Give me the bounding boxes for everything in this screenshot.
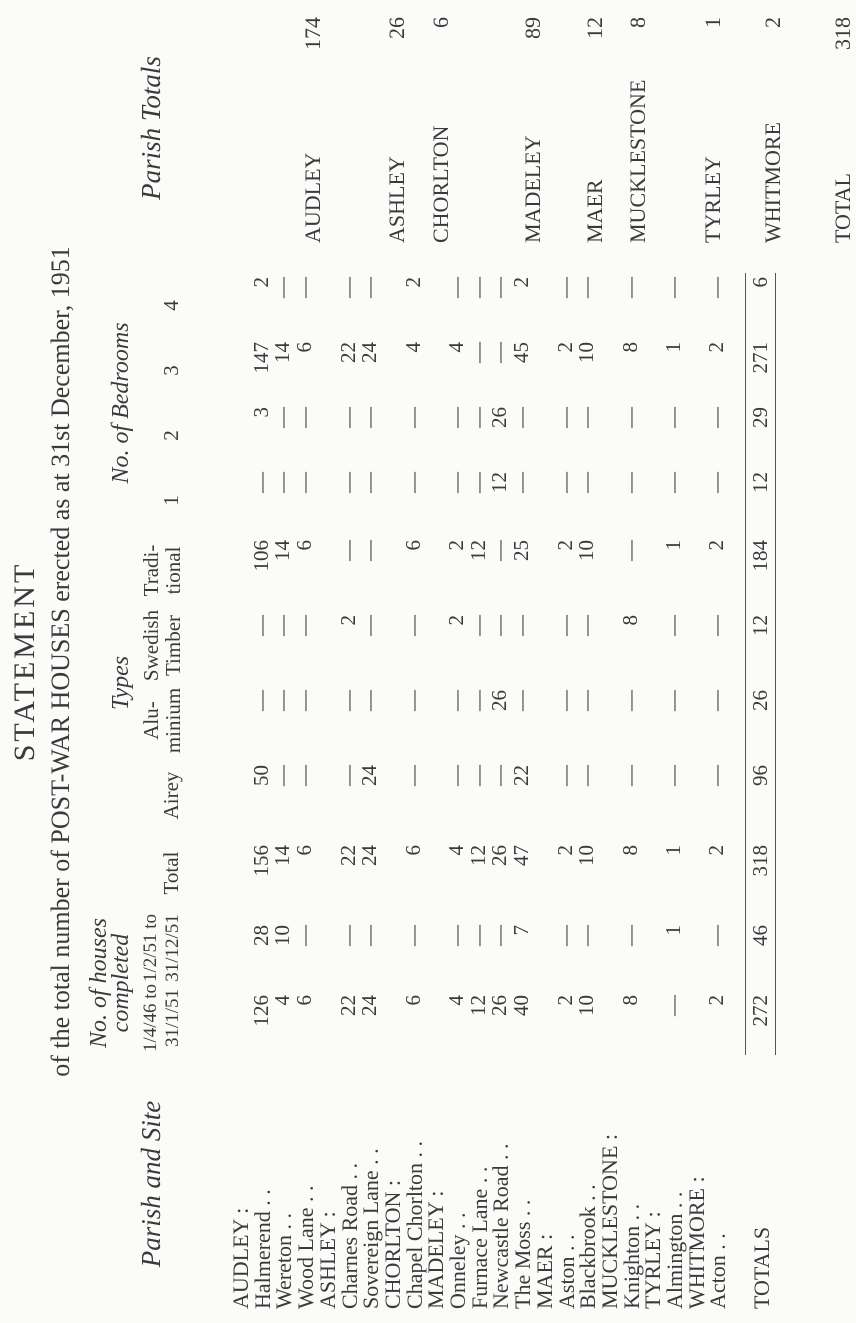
- cell-b1: —: [574, 472, 599, 493]
- cell-swe: 2: [444, 615, 468, 626]
- statement-subtitle: of the total number of POST-WAR HOUSES erected as at 31st December, 1951: [46, 246, 75, 1077]
- cell-b1: —: [270, 472, 295, 493]
- cell-b1: —: [617, 472, 642, 493]
- parish-total-value: 318: [830, 17, 855, 50]
- cell-airey: —: [487, 765, 512, 786]
- cell-total: 6: [292, 845, 317, 856]
- cell-b4: —: [552, 277, 577, 298]
- cell-b3: 6: [292, 342, 317, 353]
- cell-b1: —: [552, 472, 577, 493]
- cell-b1: —: [400, 472, 425, 493]
- cell-swe: —: [704, 615, 729, 636]
- cell-alu: —: [704, 690, 729, 711]
- cell-p2: —: [335, 925, 360, 946]
- cell-b2: 26: [487, 407, 512, 428]
- cell-trad: 184: [748, 540, 773, 572]
- cell-b3: 22: [335, 342, 360, 363]
- cell-p1: 4: [444, 995, 468, 1006]
- cell-airey: 24: [357, 765, 382, 786]
- cell-p1: 126: [248, 995, 273, 1027]
- site-name: Wood Lane . .: [293, 1185, 319, 1309]
- cell-b4: —: [270, 277, 295, 298]
- cell-total: 2: [552, 845, 577, 856]
- cell-trad: —: [487, 540, 512, 561]
- parish-heading: CHORLTON :: [379, 1180, 405, 1309]
- cell-airey: —: [704, 765, 729, 786]
- cell-p1: 272: [748, 995, 773, 1027]
- cell-swe: —: [574, 615, 599, 636]
- cell-p2: —: [444, 925, 468, 946]
- header-houses-completed: No. of houses completed: [86, 918, 134, 1049]
- site-name: The Moss . .: [510, 1199, 536, 1309]
- cell-b2: —: [574, 407, 599, 428]
- cell-airey: —: [292, 765, 317, 786]
- cell-p2: —: [465, 925, 490, 946]
- cell-p1: 12: [465, 995, 490, 1016]
- cell-alu: —: [357, 690, 382, 711]
- cell-alu: —: [292, 690, 317, 711]
- cell-b1: —: [292, 472, 317, 493]
- cell-b3: 8: [617, 342, 642, 353]
- cell-b3: 4: [444, 342, 468, 353]
- cell-b1: —: [509, 472, 534, 493]
- cell-swe: 2: [335, 615, 360, 626]
- cell-swe: —: [465, 615, 490, 636]
- cell-p1: 40: [509, 995, 534, 1016]
- header-traditional: Tradi- tional: [139, 544, 185, 597]
- parish-total-name: CHORLTON: [428, 125, 453, 243]
- cell-trad: 2: [552, 540, 577, 551]
- cell-trad: 12: [465, 540, 490, 561]
- header-bedrooms-4: 4: [159, 300, 183, 311]
- cell-b3: 1: [661, 342, 685, 353]
- cell-b4: 2: [509, 277, 534, 288]
- statement-title: STATEMENT: [8, 561, 41, 762]
- cell-b1: —: [661, 472, 685, 493]
- cell-airey: —: [270, 765, 295, 786]
- cell-airey: 50: [248, 765, 273, 786]
- cell-p1: 6: [292, 995, 317, 1006]
- cell-p1: 4: [270, 995, 295, 1006]
- header-period-2: 1/2/51 to 31/12/51: [140, 913, 183, 983]
- cell-swe: —: [357, 615, 382, 636]
- cell-b2: —: [292, 407, 317, 428]
- parish-total-value: 12: [582, 17, 607, 39]
- cell-airey: —: [335, 765, 360, 786]
- parish-total-value: 89: [520, 17, 545, 39]
- cell-p2: —: [292, 925, 317, 946]
- cell-b1: —: [704, 472, 729, 493]
- cell-p2: —: [400, 925, 425, 946]
- cell-trad: —: [617, 540, 642, 561]
- header-parish-totals: Parish Totals: [136, 56, 166, 200]
- site-name: Blackbrook . .: [575, 1184, 601, 1309]
- cell-b4: —: [292, 277, 317, 298]
- cell-b3: 271: [748, 342, 773, 374]
- cell-b2: —: [270, 407, 295, 428]
- cell-p2: 46: [748, 925, 773, 946]
- cell-trad: 1: [661, 540, 685, 551]
- cell-trad: 25: [509, 540, 534, 561]
- cell-trad: —: [357, 540, 382, 561]
- header-types: Types: [108, 655, 134, 711]
- cell-alu: —: [465, 690, 490, 711]
- parish-total-value: 26: [384, 17, 409, 39]
- cell-b2: —: [400, 407, 425, 428]
- cell-airey: —: [444, 765, 468, 786]
- cell-p2: —: [574, 925, 599, 946]
- cell-total: 47: [509, 845, 534, 866]
- site-name: Chapel Chorlton . .: [401, 1140, 427, 1309]
- cell-b4: 2: [400, 277, 425, 288]
- cell-airey: —: [552, 765, 577, 786]
- header-aluminium: Alu- minium: [139, 687, 185, 754]
- site-name: Newcastle Road . .: [488, 1143, 514, 1309]
- cell-b4: 2: [248, 277, 273, 288]
- parish-heading: MAER :: [531, 1233, 557, 1309]
- cell-b2: 3: [248, 407, 273, 418]
- parish-total-name: WHITMORE: [760, 122, 785, 243]
- cell-p2: —: [552, 925, 577, 946]
- cell-p1: 26: [487, 995, 512, 1016]
- cell-trad: 10: [574, 540, 599, 561]
- cell-alu: —: [617, 690, 642, 711]
- parish-total-value: 8: [625, 17, 650, 28]
- header-period-1: 1/4/46 to 31/1/51: [140, 983, 183, 1053]
- cell-alu: —: [661, 690, 685, 711]
- cell-swe: 8: [617, 615, 642, 626]
- cell-b3: 147: [248, 342, 273, 374]
- cell-b4: —: [704, 277, 729, 298]
- cell-swe: —: [509, 615, 534, 636]
- site-name: Halmerend . .: [249, 1189, 275, 1309]
- cell-b2: —: [465, 407, 490, 428]
- cell-b4: —: [661, 277, 685, 298]
- cell-airey: —: [400, 765, 425, 786]
- cell-p2: 10: [270, 925, 295, 946]
- cell-b2: 29: [748, 407, 773, 428]
- cell-trad: 14: [270, 540, 295, 561]
- cell-p1: 8: [617, 995, 642, 1006]
- parish-heading: ASHLEY :: [314, 1211, 340, 1309]
- cell-p2: 28: [248, 925, 273, 946]
- header-bedrooms-2: 2: [159, 430, 183, 441]
- cell-total: 8: [617, 845, 642, 856]
- site-name: Knighton . .: [618, 1203, 644, 1309]
- parish-total-name: TYRLEY: [700, 156, 725, 243]
- cell-p2: —: [617, 925, 642, 946]
- header-parish-site: Parish and Site: [136, 1100, 166, 1268]
- cell-p2: —: [704, 925, 729, 946]
- cell-b3: 45: [509, 342, 534, 363]
- totals-label: TOTALS: [749, 1226, 775, 1309]
- cell-swe: —: [552, 615, 577, 636]
- cell-p1: 6: [400, 995, 425, 1006]
- cell-alu: —: [552, 690, 577, 711]
- site-name: Wereton . .: [271, 1213, 297, 1309]
- site-name: Charnes Road . .: [336, 1162, 362, 1309]
- cell-total: 318: [748, 845, 773, 877]
- cell-airey: 96: [748, 765, 773, 786]
- cell-b1: 12: [748, 472, 773, 493]
- cell-b3: 2: [552, 342, 577, 353]
- parish-heading: MUCKLESTONE :: [596, 1134, 622, 1309]
- cell-total: 26: [487, 845, 512, 866]
- cell-b4: —: [574, 277, 599, 298]
- cell-p1: —: [661, 995, 685, 1016]
- header-swedish-timber: Swedish Timber: [139, 609, 185, 682]
- cell-total: 6: [400, 845, 425, 856]
- cell-alu: 26: [487, 690, 512, 711]
- cell-trad: —: [335, 540, 360, 561]
- cell-b3: —: [487, 342, 512, 363]
- cell-b1: —: [444, 472, 468, 493]
- cell-b2: —: [509, 407, 534, 428]
- parish-total-name: MUCKLESTONE: [625, 79, 650, 243]
- parish-total-name: ASHLEY: [384, 156, 409, 243]
- cell-airey: —: [661, 765, 685, 786]
- cell-b2: —: [444, 407, 468, 428]
- cell-b2: —: [617, 407, 642, 428]
- cell-b2: —: [552, 407, 577, 428]
- cell-p1: 2: [552, 995, 577, 1006]
- cell-b3: 24: [357, 342, 382, 363]
- parish-heading: WHITMORE :: [683, 1176, 709, 1309]
- cell-swe: —: [292, 615, 317, 636]
- parish-total-value: 6: [428, 17, 453, 28]
- parish-total-value: 1: [700, 17, 725, 28]
- cell-p1: 22: [335, 995, 360, 1016]
- cell-airey: —: [465, 765, 490, 786]
- cell-alu: —: [509, 690, 534, 711]
- cell-b4: 6: [748, 277, 773, 288]
- cell-total: 24: [357, 845, 382, 866]
- cell-b1: —: [335, 472, 360, 493]
- header-total: Total: [159, 851, 183, 895]
- cell-alu: —: [248, 690, 273, 711]
- cell-airey: —: [617, 765, 642, 786]
- cell-swe: —: [661, 615, 685, 636]
- cell-airey: —: [574, 765, 599, 786]
- cell-alu: —: [574, 690, 599, 711]
- cell-alu: —: [444, 690, 468, 711]
- cell-b3: 14: [270, 342, 295, 363]
- totals-rule: [745, 273, 746, 1055]
- site-name: Sovereign Lane . .: [358, 1148, 384, 1309]
- cell-trad: 106: [248, 540, 273, 572]
- cell-p2: —: [487, 925, 512, 946]
- cell-total: 12: [465, 845, 490, 866]
- site-name: Aston . .: [553, 1234, 579, 1309]
- cell-b2: —: [357, 407, 382, 428]
- cell-b1: —: [357, 472, 382, 493]
- header-bedrooms-1: 1: [159, 495, 183, 506]
- cell-b4: —: [357, 277, 382, 298]
- cell-b4: —: [335, 277, 360, 298]
- cell-p1: 24: [357, 995, 382, 1016]
- cell-alu: —: [270, 690, 295, 711]
- cell-p1: 2: [704, 995, 729, 1006]
- cell-swe: —: [270, 615, 295, 636]
- site-name: Onneley . .: [445, 1212, 470, 1309]
- cell-trad: 2: [704, 540, 729, 551]
- cell-b2: —: [661, 407, 685, 428]
- cell-b3: 10: [574, 342, 599, 363]
- parish-total-name: TOTAL: [830, 173, 855, 243]
- cell-total: 156: [248, 845, 273, 877]
- cell-total: 14: [270, 845, 295, 866]
- cell-swe: 12: [748, 615, 773, 636]
- cell-swe: —: [487, 615, 512, 636]
- cell-b2: —: [335, 407, 360, 428]
- totals-rule: [775, 273, 776, 1055]
- cell-b3: 4: [400, 342, 425, 353]
- cell-trad: 6: [400, 540, 425, 551]
- cell-b4: —: [617, 277, 642, 298]
- parish-heading: AUDLEY :: [228, 1207, 253, 1309]
- cell-alu: —: [400, 690, 425, 711]
- cell-alu: 26: [748, 690, 773, 711]
- cell-b4: —: [444, 277, 468, 298]
- parish-total-name: MAER: [582, 179, 607, 243]
- cell-trad: 2: [444, 540, 468, 551]
- header-bedrooms: No. of Bedrooms: [108, 322, 134, 484]
- cell-total: 10: [574, 845, 599, 866]
- parish-total-value: 174: [300, 17, 325, 50]
- cell-b2: —: [704, 407, 729, 428]
- cell-b4: —: [465, 277, 490, 298]
- parish-total-name: AUDLEY: [300, 152, 325, 243]
- header-airey: Airey: [159, 771, 183, 820]
- header-bedrooms-3: 3: [159, 365, 183, 376]
- cell-total: 22: [335, 845, 360, 866]
- cell-alu: —: [335, 690, 360, 711]
- site-name: Almington . .: [662, 1191, 687, 1309]
- cell-swe: —: [248, 615, 273, 636]
- parish-heading: TYRLEY :: [640, 1211, 666, 1309]
- parish-total-name: MADELEY: [520, 135, 545, 243]
- cell-total: 2: [704, 845, 729, 856]
- site-name: Acton . .: [705, 1233, 731, 1309]
- cell-p2: —: [357, 925, 382, 946]
- cell-b4: —: [487, 277, 512, 298]
- parish-heading: MADELEY :: [423, 1190, 449, 1309]
- cell-p2: 1: [661, 925, 685, 936]
- cell-total: 1: [661, 845, 685, 856]
- cell-p2: 7: [509, 925, 534, 936]
- cell-b1: —: [248, 472, 273, 493]
- cell-swe: —: [400, 615, 425, 636]
- site-name: Furnace Lane . .: [466, 1166, 492, 1309]
- cell-b1: —: [465, 472, 490, 493]
- cell-trad: 6: [292, 540, 317, 551]
- cell-total: 4: [444, 845, 468, 856]
- cell-b3: —: [465, 342, 490, 363]
- cell-airey: 22: [509, 765, 534, 786]
- cell-b3: 2: [704, 342, 729, 353]
- parish-total-value: 2: [760, 17, 785, 28]
- cell-b1: 12: [487, 472, 512, 493]
- cell-p1: 10: [574, 995, 599, 1016]
